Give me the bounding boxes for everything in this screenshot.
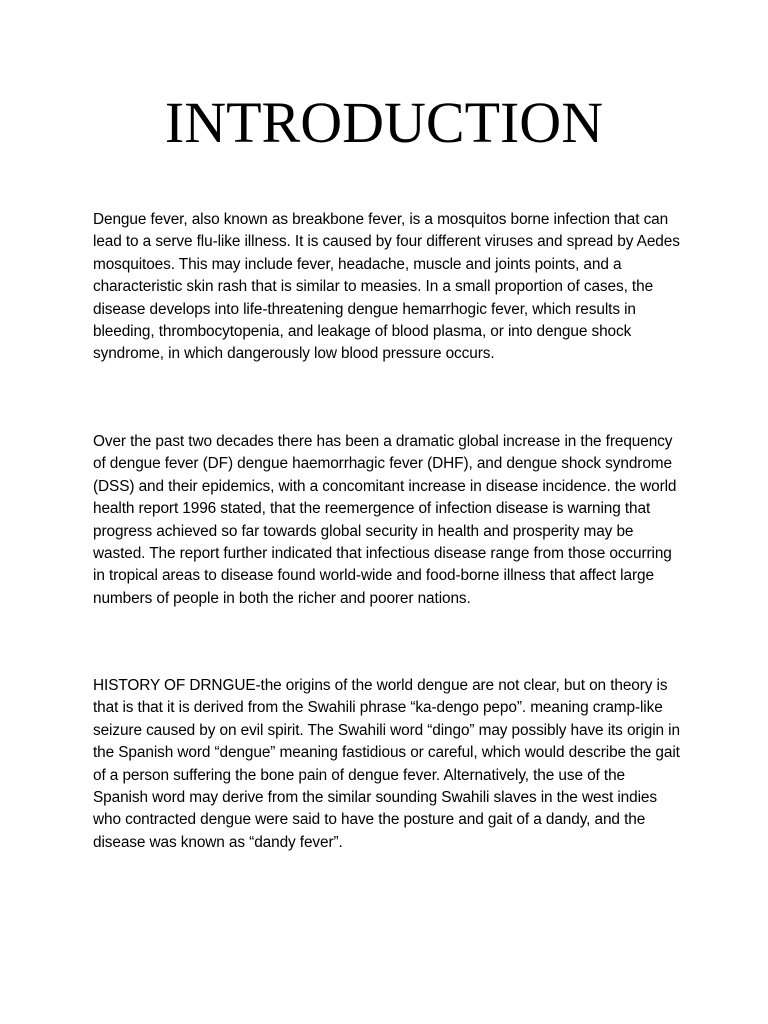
paragraph-history: HISTORY OF DRNGUE-the origins of the world dengue are not clear, but on theory is that is that it is derived from the Swahili phrase “ka-dengo pepo”. meaning cramp-like seizure caused by on evil spirit. The Swahili word “dingo” may possibly have its origin in the Spanish word “dengue” meaning fastidious or careful, which would describe the gait of a person suffering the bone pain of dengue fever. Alternatively, the use of the Spanish word may derive from the similar sounding Swahili slaves in the west indies who contracted dengue were said to have the posture and gait of a dandy, and the disease was known as “dandy fever”. bbox=[93, 677, 680, 851]
page-title: INTRODUCTION bbox=[164, 90, 604, 155]
paragraph-global-increase: Over the past two decades there has been a dramatic global increase in the frequency of dengue fever (DF) dengue haemorrhagic fever (DHF), and dengue shock syndrome (DSS) and their epidemics, with a concomitant increase in disease incidence. the world health report 1996 stated, that the reemergence of infection disease is warning that progress achieved so far towards global security in health and prosperity may be wasted. The report further indicated that infectious disease range from those occurring in tropical areas to disease found world-wide and food-borne illness that affect large numbers of people in both the richer and poorer nations. bbox=[93, 433, 677, 607]
paragraph-dengue-overview: Dengue fever, also known as breakbone fever, is a mosquitos borne infection that can lead to a serve flu-like illness. It is caused by four different viruses and spread by Aedes mosquitoes. This may include fever, headache, muscle and joints points, and a characteristic skin rash that is similar to measies. In a small proportion of cases, the disease develops into life-threatening dengue hemarrhogic fever, which results in bleeding, thrombocytopenia, and leakage of blood plasma, or into dengue shock syndrome, in which dangerously low blood pressure occurs. bbox=[93, 211, 680, 363]
